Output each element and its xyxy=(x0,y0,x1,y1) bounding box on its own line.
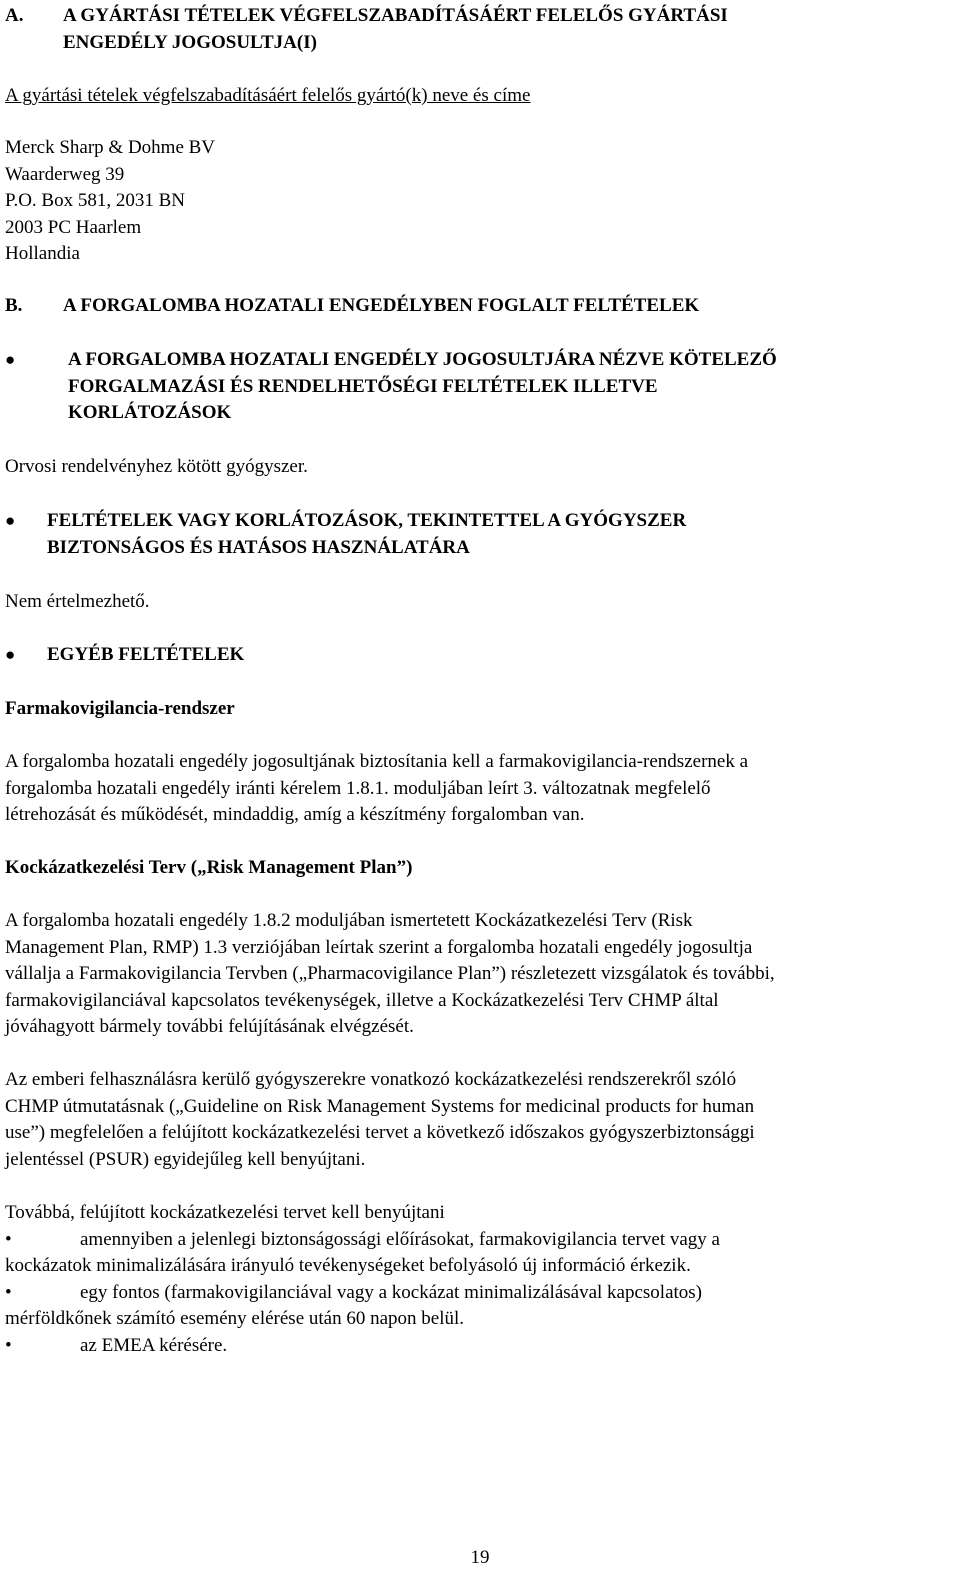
bullet-heading-line: BIZTONSÁGOS ÉS HATÁSOS HASZNÁLATÁRA xyxy=(47,536,470,558)
bullet-icon: ● xyxy=(5,511,16,530)
pharmacovigilance-heading: Farmakovigilancia-rendszer xyxy=(5,698,235,719)
manufacturer-address xyxy=(5,135,953,268)
risk-management-paragraph xyxy=(5,908,953,1041)
bullet-icon: ● xyxy=(5,350,16,369)
bullet-heading-line: A FORGALOMBA HOZATALI ENGEDÉLY JOGOSULTJÁRA NÉZVE KÖTELEZŐ xyxy=(68,349,777,370)
list-item xyxy=(5,1280,953,1333)
list-item xyxy=(5,1333,953,1360)
bullet-icon: • xyxy=(5,1228,12,1250)
paragraph-line: vállalja a Farmakovigilancia Tervben („Pharmacovigilance Plan”) részletezett vizsgálatok és további, xyxy=(5,963,775,984)
paragraph-line: A forgalomba hozatali engedély 1.8.2 moduljában ismertetett Kockázatkezelési Terv (Risk xyxy=(5,910,693,931)
section-b-number: B. xyxy=(5,295,23,316)
list-item-text: amennyiben a jelenlegi biztonságossági előírásokat, farmakovigilancia tervet vagy a xyxy=(80,1228,720,1250)
section-a-title-line1: A GYÁRTÁSI TÉTELEK VÉGFELSZABADÍTÁSÁÉRT FELELŐS GYÁRTÁSI xyxy=(63,5,728,26)
paragraph-line: jóváhagyott bármely további felújításának elvégzését. xyxy=(5,1016,414,1037)
pharmacovigilance-paragraph xyxy=(5,749,953,829)
bullet-icon: • xyxy=(5,1334,12,1356)
bullet-icon: • xyxy=(5,1281,12,1303)
paragraph-line: Management Plan, RMP) 1.3 verziójában leírtak szerint a forgalomba hozatali engedély jogosultja xyxy=(5,936,753,958)
manufacturer-subheading: A gyártási tételek végfelszabadításáért felelős gyártó(k) neve és címe xyxy=(5,85,531,106)
paragraph-line: farmakovigilanciával kapcsolatos tevékenységek, illetve a Kockázatkezelési Terv CHMP által xyxy=(5,989,719,1011)
bullet-icon: ● xyxy=(5,645,16,664)
page-number: 19 xyxy=(470,1547,490,1568)
list-intro: Továbbá, felújított kockázatkezelési tervet kell benyújtani xyxy=(5,1202,445,1223)
bullet-heading-line: KORLÁTOZÁSOK xyxy=(68,402,232,423)
section-a-title-line2: ENGEDÉLY JOGOSULTJA(I) xyxy=(63,32,317,53)
list-item-text: az EMEA kérésére. xyxy=(80,1334,228,1356)
submission-conditions xyxy=(5,1200,953,1359)
address-line: Waarderweg 39 xyxy=(5,163,125,185)
paragraph-line: CHMP útmutatásnak („Guideline on Risk Management Systems for medicinal products for human xyxy=(5,1095,755,1117)
paragraph-line: A forgalomba hozatali engedély jogosultjának biztosítania kell a farmakovigilancia-rendszernek a xyxy=(5,751,749,772)
chmp-guideline-paragraph xyxy=(5,1067,953,1173)
address-line: P.O. Box 581, 2031 BN xyxy=(5,190,185,211)
risk-management-heading: Kockázatkezelési Terv („Risk Management Plan”) xyxy=(5,857,413,878)
address-line: Merck Sharp & Dohme BV xyxy=(5,137,216,158)
paragraph-line: létrehozását és működését, mindaddig, amíg a készítmény forgalomban van. xyxy=(5,804,585,825)
paragraph-line: jelentéssel (PSUR) egyidejűleg kell benyújtani. xyxy=(5,1148,366,1170)
section-b-title: A FORGALOMBA HOZATALI ENGEDÉLYBEN FOGLALT FELTÉTELEK xyxy=(63,295,700,316)
bullet-heading-line: FELTÉTELEK VAGY KORLÁTOZÁSOK, TEKINTETTEL A GYÓGYSZER xyxy=(47,510,687,531)
prescription-text: Orvosi rendelvényhez kötött gyógyszer. xyxy=(5,456,308,477)
list-item-continuation: mérföldkőnek számító esemény elérése után 60 napon belül. xyxy=(5,1308,465,1329)
address-line: Hollandia xyxy=(5,243,80,264)
address-line: 2003 PC Haarlem xyxy=(5,216,142,238)
not-applicable-text: Nem értelmezhető. xyxy=(5,591,150,612)
bullet-heading-line: FORGALMAZÁSI ÉS RENDELHETŐSÉGI FELTÉTELEK ILLETVE xyxy=(68,375,658,397)
list-item-text: egy fontos (farmakovigilanciával vagy a kockázat minimalizálásával kapcsolatos) xyxy=(80,1281,703,1303)
section-a-number: A. xyxy=(5,5,24,26)
paragraph-line: forgalomba hozatali engedély iránti kérelem 1.8.1. moduljában leírt 3. változatnak megfelelő xyxy=(5,777,711,799)
list-item xyxy=(5,1227,953,1280)
bullet-heading-line: EGYÉB FELTÉTELEK xyxy=(47,644,245,665)
paragraph-line: Az emberi felhasználásra kerülő gyógyszerekre vonatkozó kockázatkezelési rendszerekről szóló xyxy=(5,1069,737,1090)
list-item-continuation: kockázatok minimalizálására irányuló tevékenységeket befolyásoló új információ érkezik. xyxy=(5,1255,691,1276)
paragraph-line: use”) megfelelően a felújított kockázatkezelési tervet a következő időszakos gyógyszerbiztonsággi xyxy=(5,1122,755,1143)
